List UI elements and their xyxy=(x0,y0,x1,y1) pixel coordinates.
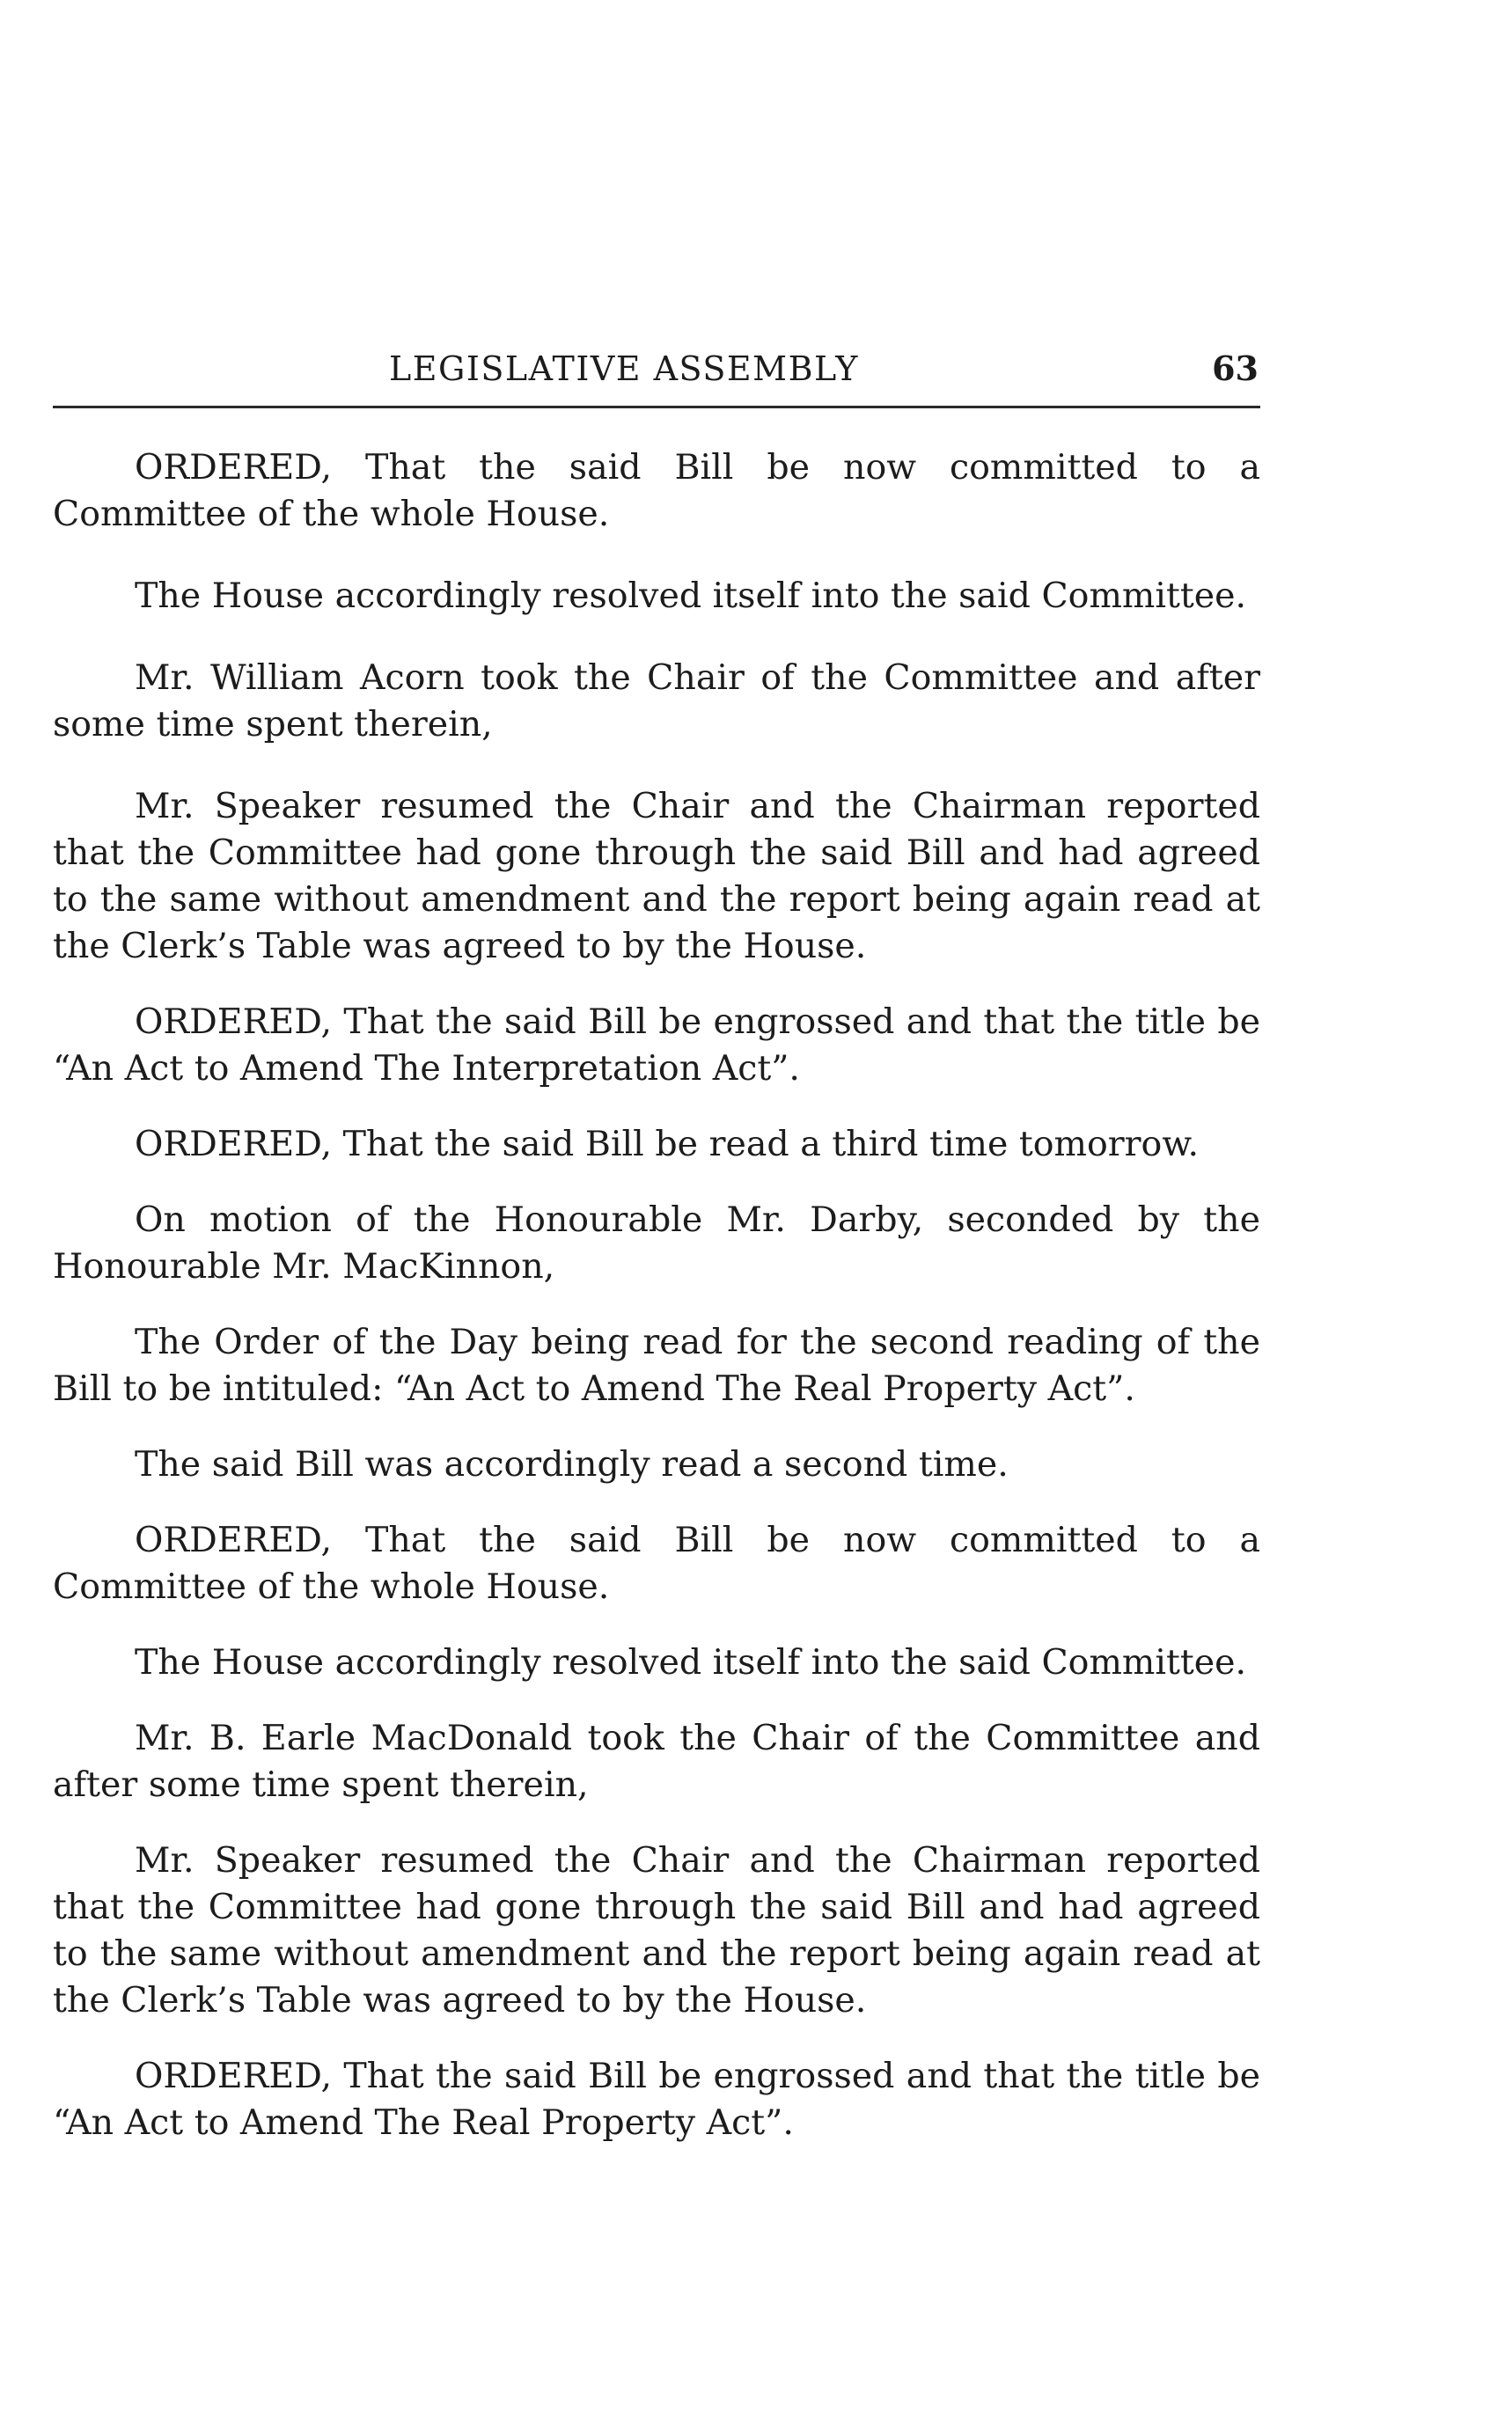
paragraph-chair-acorn: Mr. William Acorn took the Chair of the Committee and after some time spent therein, xyxy=(53,657,1260,745)
paragraph-speaker-resumed-1: Mr. Speaker resumed the Chair and the Chairman reported that the Committee had gone through the said Bill and had agreed to the same without amendment and the report being again read at the Clerk’s Table was agreed to by the House. xyxy=(53,786,1260,966)
paragraph-ordered-committed-2: ORDERED, That the said Bill be now committed to a Committee of the whole House. xyxy=(53,1520,1260,1607)
paragraph-house-resolved-1: The House accordingly resolved itself into the said Committee. xyxy=(135,576,1247,616)
paragraph-motion-darby: On motion of the Honourable Mr. Darby, seconded by the Honourable Mr. MacKinnon, xyxy=(53,1199,1260,1287)
paragraph-ordered-engrossed-1: ORDERED, That the said Bill be engrossed and that the title be “An Act to Amend The Interpretation Act”. xyxy=(53,1001,1260,1089)
paragraph-house-resolved-2: The House accordingly resolved itself into the said Committee. xyxy=(135,1642,1247,1683)
paragraph-chair-macdonald: Mr. B. Earle MacDonald took the Chair of the Committee and after some time spent therein, xyxy=(53,1718,1260,1805)
running-title: LEGISLATIVE ASSEMBLY xyxy=(389,349,859,388)
paragraph-ordered-committed-1: ORDERED, That the said Bill be now committed to a Committee of the whole House. xyxy=(53,447,1260,534)
page-number: 63 xyxy=(1212,348,1259,388)
page-header xyxy=(53,345,1259,392)
paragraph-second-reading: The said Bill was accordingly read a second time. xyxy=(135,1444,1009,1485)
paragraph-speaker-resumed-2: Mr. Speaker resumed the Chair and the Chairman reported that the Committee had gone through the said Bill and had agreed to the same without amendment and the report being again read at the Clerk’s Table was agreed to by the House. xyxy=(53,1840,1260,2021)
header-rule xyxy=(53,406,1260,408)
paragraph-ordered-engrossed-2: ORDERED, That the said Bill be engrossed and that the title be “An Act to Amend The Real Property Act”. xyxy=(53,2056,1260,2143)
body-text xyxy=(53,444,1260,2146)
paragraph-order-of-day: The Order of the Day being read for the second reading of the Bill to be intituled: “An Act to Amend The Real Property Act”. xyxy=(53,1322,1260,1409)
paragraph-ordered-third-reading: ORDERED, That the said Bill be read a third time tomorrow. xyxy=(135,1124,1200,1164)
